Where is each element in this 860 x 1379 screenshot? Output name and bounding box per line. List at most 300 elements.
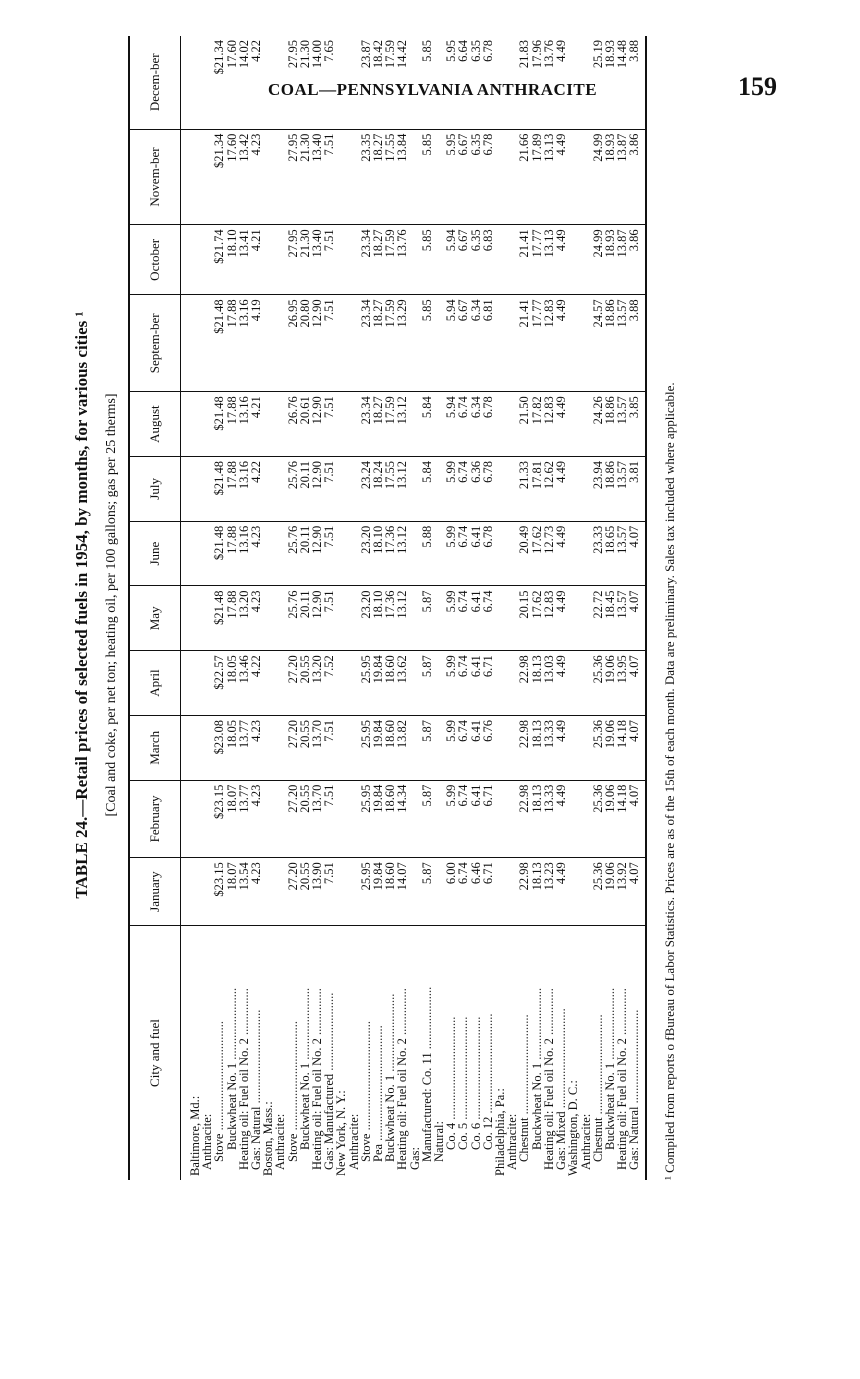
- row-label: Washington, D. C.:: [566, 1080, 581, 1176]
- cell-value: 12.90: [311, 457, 323, 522]
- cell-value: [181, 457, 202, 522]
- cell-value: 7.51: [323, 392, 335, 457]
- rotated-table-region: [72, 0, 677, 1210]
- cell-value: 4.49: [555, 521, 567, 586]
- row-label: Co. 12 ................................: [480, 1013, 495, 1150]
- cell-value: 5.99: [445, 715, 457, 780]
- cell-value: 14.18: [616, 715, 628, 780]
- cell-value: 13.84: [396, 129, 408, 225]
- cell-value: 20.15: [518, 586, 530, 651]
- cell-value: 12.62: [543, 457, 555, 522]
- cell-value: 20.11: [299, 586, 311, 651]
- cell-value: [494, 457, 506, 522]
- cell-value: 17.62: [531, 521, 543, 586]
- cell-value: 17.55: [384, 457, 396, 522]
- cell-value: 18.27: [372, 129, 384, 225]
- table-row: [348, 36, 360, 1180]
- cell-value: 21.83: [518, 36, 530, 129]
- cell-value: 6.74: [457, 651, 469, 716]
- cell-value: 17.88: [226, 295, 238, 392]
- row-label: Anthracite:: [505, 1113, 520, 1170]
- header-month: Septem-ber: [129, 295, 181, 392]
- cell-value: 22.98: [518, 858, 530, 926]
- cell-value: 6.67: [457, 225, 469, 295]
- row-label: Heating oil: Fuel oil No. 2 ...............: [395, 988, 410, 1170]
- cell-value: [348, 715, 360, 780]
- fuel-price-table: [128, 36, 647, 1180]
- cell-value: 5.85: [421, 36, 433, 129]
- cell-value: [567, 521, 579, 586]
- cell-value: [262, 129, 274, 225]
- cell-value: [567, 295, 579, 392]
- cell-value: 18.93: [604, 36, 616, 129]
- cell-value: 6.78: [482, 129, 494, 225]
- cell-value: 4.49: [555, 586, 567, 651]
- cell-value: 6.35: [470, 36, 482, 129]
- cell-value: 7.51: [323, 295, 335, 392]
- cell-value: 19.06: [604, 858, 616, 926]
- cell-value: [181, 651, 202, 716]
- cell-value: 6.36: [470, 457, 482, 522]
- running-head-title: COAL—PENNSYLVANIA ANTHRACITE: [268, 80, 598, 99]
- cell-value: 18.10: [372, 586, 384, 651]
- cell-value: 13.95: [616, 651, 628, 716]
- cell-value: 12.90: [311, 392, 323, 457]
- cell-value: 14.07: [396, 858, 408, 926]
- cell-value: 27.20: [287, 780, 299, 858]
- cell-value: 5.87: [421, 586, 433, 651]
- table-row: [323, 36, 335, 1180]
- row-label: Heating oil: Fuel oil No. 2 ...............: [310, 988, 325, 1170]
- table-row: [250, 36, 262, 1180]
- row-label: Baltimore, Md.:: [188, 1095, 202, 1176]
- cell-value: [181, 392, 202, 457]
- cell-value: 24.99: [592, 225, 604, 295]
- header-month: April: [129, 651, 181, 716]
- cell-value: [181, 129, 202, 225]
- cell-value: 13.33: [543, 780, 555, 858]
- row-label: Heating oil: Fuel oil No. 2 ...............: [236, 988, 251, 1170]
- row-label: Heating oil: Fuel oil No. 2 ...............: [541, 988, 556, 1170]
- cell-value: 5.99: [445, 651, 457, 716]
- cell-value: 6.67: [457, 295, 469, 392]
- cell-value: 19.84: [372, 858, 384, 926]
- cell-value: 13.12: [396, 457, 408, 522]
- cell-value: [567, 780, 579, 858]
- cell-value: [348, 457, 360, 522]
- cell-value: 4.19: [250, 295, 262, 392]
- cell-value: 4.07: [628, 651, 645, 716]
- cell-value: 13.20: [238, 586, 250, 651]
- cell-value: [580, 780, 592, 858]
- cell-value: 17.88: [226, 586, 238, 651]
- cell-value: [181, 780, 202, 858]
- cell-value: [335, 129, 347, 225]
- cell-value: 6.81: [482, 295, 494, 392]
- cell-value: 13.41: [238, 225, 250, 295]
- cell-value: 6.78: [482, 392, 494, 457]
- cell-value: 6.71: [482, 858, 494, 926]
- row-label: Anthracite:: [578, 1113, 593, 1170]
- cell-value: 14.00: [311, 36, 323, 129]
- cell-value: 4.49: [555, 457, 567, 522]
- cell-value: 13.03: [543, 651, 555, 716]
- cell-value: 4.49: [555, 858, 567, 926]
- cell-value: 13.16: [238, 392, 250, 457]
- cell-value: 22.98: [518, 715, 530, 780]
- cell-value: [335, 295, 347, 392]
- cell-value: 23.94: [592, 457, 604, 522]
- cell-value: 5.94: [445, 225, 457, 295]
- cell-value: $22.57: [213, 651, 225, 716]
- cell-value: 14.18: [616, 780, 628, 858]
- cell-value: 19.84: [372, 715, 384, 780]
- cell-value: 17.60: [226, 129, 238, 225]
- cell-value: [274, 457, 286, 522]
- cell-value: $23.15: [213, 780, 225, 858]
- cell-value: 13.16: [238, 521, 250, 586]
- cell-value: 23.35: [360, 129, 372, 225]
- cell-value: 13.57: [616, 586, 628, 651]
- cell-value: [494, 36, 506, 129]
- cell-value: [580, 225, 592, 295]
- cell-value: 20.11: [299, 457, 311, 522]
- cell-value: 27.95: [287, 225, 299, 295]
- cell-value: 27.20: [287, 651, 299, 716]
- table-row: [274, 36, 286, 1180]
- cell-value: 4.49: [555, 651, 567, 716]
- cell-value: 24.57: [592, 295, 604, 392]
- cell-value: 6.41: [470, 586, 482, 651]
- cell-value: 14.02: [238, 36, 250, 129]
- cell-value: 5.99: [445, 586, 457, 651]
- cell-value: [181, 225, 202, 295]
- cell-value: 13.82: [396, 715, 408, 780]
- cell-value: 17.36: [384, 521, 396, 586]
- cell-value: 18.07: [226, 780, 238, 858]
- cell-value: 13.90: [311, 858, 323, 926]
- cell-value: 12.90: [311, 295, 323, 392]
- cell-value: 6.41: [470, 715, 482, 780]
- cell-value: 4.21: [250, 225, 262, 295]
- cell-value: [262, 392, 274, 457]
- cell-value: [348, 858, 360, 926]
- cell-value: [567, 457, 579, 522]
- cell-value: 25.95: [360, 780, 372, 858]
- table-row: [567, 36, 579, 1180]
- cell-value: [494, 780, 506, 858]
- header-city-and-fuel: City and fuel: [129, 926, 181, 1181]
- cell-value: 21.30: [299, 225, 311, 295]
- cell-value: $21.48: [213, 586, 225, 651]
- cell-value: [274, 392, 286, 457]
- cell-value: 18.86: [604, 392, 616, 457]
- table-row: [262, 36, 274, 1180]
- cell-value: [335, 586, 347, 651]
- cell-value: 13.12: [396, 392, 408, 457]
- cell-value: 19.84: [372, 651, 384, 716]
- cell-value: [274, 225, 286, 295]
- cell-value: [274, 521, 286, 586]
- cell-value: 27.95: [287, 129, 299, 225]
- row-label: Gas: Manufactured .........................: [322, 992, 337, 1170]
- cell-value: 5.95: [445, 129, 457, 225]
- row-label: Philadelphia, Pa.:: [493, 1088, 508, 1176]
- cell-value: 13.40: [311, 129, 323, 225]
- row-label: Buckwheat No. 1 .......................: [224, 987, 239, 1150]
- cell-value: 3.81: [628, 457, 645, 522]
- cell-value: 25.95: [360, 651, 372, 716]
- cell-value: 13.16: [238, 457, 250, 522]
- cell-value: 18.07: [226, 858, 238, 926]
- cell-value: 14.34: [396, 780, 408, 858]
- cell-value: 4.23: [250, 586, 262, 651]
- cell-value: 19.06: [604, 780, 616, 858]
- cell-value: 17.59: [384, 392, 396, 457]
- cell-value: 20.61: [299, 392, 311, 457]
- row-label: Gas:: [407, 1147, 422, 1170]
- cell-value: 18.27: [372, 295, 384, 392]
- cell-value: 17.88: [226, 457, 238, 522]
- cell-value: [348, 225, 360, 295]
- cell-value: 13.12: [396, 521, 408, 586]
- cell-value: 6.78: [482, 521, 494, 586]
- cell-value: 17.96: [531, 36, 543, 129]
- cell-value: [262, 586, 274, 651]
- cell-value: 25.76: [287, 586, 299, 651]
- cell-value: [348, 521, 360, 586]
- cell-value: 18.86: [604, 457, 616, 522]
- cell-value: [567, 129, 579, 225]
- cell-value: 7.51: [323, 457, 335, 522]
- cell-value: [262, 780, 274, 858]
- table-row: [628, 36, 645, 1180]
- cell-value: [348, 129, 360, 225]
- cell-value: 5.87: [421, 858, 433, 926]
- cell-value: 4.23: [250, 715, 262, 780]
- cell-value: 6.46: [470, 858, 482, 926]
- cell-value: [181, 858, 202, 926]
- cell-value: [348, 392, 360, 457]
- cell-value: 17.59: [384, 36, 396, 129]
- cell-value: [567, 586, 579, 651]
- cell-value: 7.51: [323, 858, 335, 926]
- row-label: Boston, Mass.:: [261, 1101, 276, 1176]
- table-row: [335, 36, 347, 1180]
- row-label: Anthracite:: [346, 1113, 361, 1170]
- cell-value: [580, 36, 592, 129]
- cell-value: 21.41: [518, 225, 530, 295]
- cell-value: 5.85: [421, 295, 433, 392]
- cell-value: 5.99: [445, 521, 457, 586]
- cell-value: 20.55: [299, 780, 311, 858]
- cell-value: 17.89: [531, 129, 543, 225]
- row-label: Pea .....................................: [371, 1025, 386, 1162]
- cell-value: [494, 715, 506, 780]
- cell-value: $21.48: [213, 295, 225, 392]
- cell-value: [580, 586, 592, 651]
- header-month: August: [129, 392, 181, 457]
- cell-value: 13.12: [396, 586, 408, 651]
- cell-value: 17.88: [226, 392, 238, 457]
- cell-value: $21.48: [213, 457, 225, 522]
- cell-value: 18.13: [531, 780, 543, 858]
- cell-value: 6.83: [482, 225, 494, 295]
- cell-value: 4.07: [628, 858, 645, 926]
- cell-value: [262, 36, 274, 129]
- cell-value: 13.62: [396, 651, 408, 716]
- cell-value: 21.50: [518, 392, 530, 457]
- cell-value: 7.65: [323, 36, 335, 129]
- cell-value: 23.34: [360, 295, 372, 392]
- table-row: [421, 36, 433, 1180]
- cell-value: 17.59: [384, 225, 396, 295]
- cell-value: 6.67: [457, 129, 469, 225]
- cell-value: [335, 457, 347, 522]
- cell-value: 25.95: [360, 715, 372, 780]
- cell-value: 4.07: [628, 715, 645, 780]
- cell-value: [181, 586, 202, 651]
- cell-value: 5.84: [421, 392, 433, 457]
- cell-value: 14.48: [616, 36, 628, 129]
- cell-value: 5.99: [445, 457, 457, 522]
- table-row: [396, 36, 408, 1180]
- cell-value: [262, 457, 274, 522]
- cell-value: 12.90: [311, 521, 323, 586]
- cell-value: 21.33: [518, 457, 530, 522]
- row-label: Buckwheat No. 1 .......................: [602, 987, 617, 1150]
- cell-value: 3.88: [628, 295, 645, 392]
- cell-value: 5.85: [421, 225, 433, 295]
- cell-value: 26.95: [287, 295, 299, 392]
- cell-value: 18.10: [372, 521, 384, 586]
- cell-value: 22.72: [592, 586, 604, 651]
- cell-value: [567, 715, 579, 780]
- cell-value: 4.49: [555, 36, 567, 129]
- row-label: Chestnut ................................: [590, 1014, 605, 1162]
- cell-value: 13.23: [543, 858, 555, 926]
- cell-value: 18.60: [384, 651, 396, 716]
- cell-value: 4.07: [628, 521, 645, 586]
- cell-value: 18.42: [372, 36, 384, 129]
- cell-value: 18.86: [604, 295, 616, 392]
- cell-value: [494, 129, 506, 225]
- cell-value: 18.05: [226, 715, 238, 780]
- cell-value: [274, 651, 286, 716]
- cell-value: 22.98: [518, 780, 530, 858]
- cell-value: 17.82: [531, 392, 543, 457]
- cell-value: 18.60: [384, 858, 396, 926]
- cell-value: 23.20: [360, 521, 372, 586]
- cell-value: 25.95: [360, 858, 372, 926]
- header-month: Novem-ber: [129, 129, 181, 225]
- cell-value: 7.51: [323, 586, 335, 651]
- cell-value: [274, 858, 286, 926]
- cell-value: 4.23: [250, 858, 262, 926]
- cell-value: [348, 295, 360, 392]
- row-label: Heating oil: Fuel oil No. 2 ...............: [615, 988, 630, 1170]
- row-label: Chestnut ................................: [517, 1014, 532, 1162]
- header-month: January: [129, 858, 181, 926]
- row-label: Stove ...................................: [212, 1021, 227, 1162]
- cell-value: 4.23: [250, 521, 262, 586]
- cell-value: 13.77: [238, 780, 250, 858]
- cell-value: 5.99: [445, 780, 457, 858]
- cell-value: 26.76: [287, 392, 299, 457]
- cell-value: 17.55: [384, 129, 396, 225]
- row-label: Co. 4 .................................: [444, 1016, 459, 1150]
- cell-value: [181, 521, 202, 586]
- cell-value: $23.15: [213, 858, 225, 926]
- cell-value: [494, 225, 506, 295]
- cell-value: 13.16: [238, 295, 250, 392]
- cell-value: 18.93: [604, 225, 616, 295]
- cell-value: 13.13: [543, 129, 555, 225]
- cell-value: 4.49: [555, 715, 567, 780]
- cell-value: 13.77: [238, 715, 250, 780]
- cell-value: [494, 651, 506, 716]
- cell-value: 25.76: [287, 521, 299, 586]
- cell-value: 7.51: [323, 225, 335, 295]
- cell-value: 21.30: [299, 36, 311, 129]
- cell-value: 6.74: [457, 780, 469, 858]
- cell-value: 13.57: [616, 295, 628, 392]
- cell-value: 5.95: [445, 36, 457, 129]
- cell-value: 20.55: [299, 858, 311, 926]
- row-label: Gas: Mixed ................................: [554, 1008, 569, 1170]
- cell-value: 24.26: [592, 392, 604, 457]
- cell-value: 6.76: [482, 715, 494, 780]
- cell-value: 6.71: [482, 651, 494, 716]
- cell-value: 23.24: [360, 457, 372, 522]
- cell-value: [494, 295, 506, 392]
- cell-value: [181, 36, 202, 129]
- cell-value: 13.33: [543, 715, 555, 780]
- cell-value: [580, 457, 592, 522]
- cell-value: 6.41: [470, 521, 482, 586]
- cell-value: 12.83: [543, 295, 555, 392]
- cell-value: 4.49: [555, 129, 567, 225]
- cell-value: 4.07: [628, 586, 645, 651]
- cell-value: 23.20: [360, 586, 372, 651]
- cell-value: [274, 36, 286, 129]
- cell-value: 18.60: [384, 780, 396, 858]
- cell-value: [262, 715, 274, 780]
- cell-value: 17.88: [226, 521, 238, 586]
- cell-value: 12.90: [311, 586, 323, 651]
- cell-value: 19.06: [604, 715, 616, 780]
- cell-value: [580, 858, 592, 926]
- cell-value: 6.78: [482, 36, 494, 129]
- cell-value: [274, 586, 286, 651]
- cell-value: [262, 858, 274, 926]
- cell-value: 25.76: [287, 457, 299, 522]
- cell-value: 17.62: [531, 586, 543, 651]
- cell-value: 4.49: [555, 780, 567, 858]
- cell-value: 20.11: [299, 521, 311, 586]
- cell-value: 6.74: [457, 858, 469, 926]
- cell-value: 6.35: [470, 129, 482, 225]
- table-row: [482, 36, 494, 1180]
- cell-value: [335, 36, 347, 129]
- cell-value: $21.48: [213, 392, 225, 457]
- cell-value: 6.74: [457, 586, 469, 651]
- cell-value: 13.87: [616, 225, 628, 295]
- cell-value: 7.51: [323, 780, 335, 858]
- cell-value: 20.55: [299, 651, 311, 716]
- cell-value: 13.57: [616, 457, 628, 522]
- cell-value: 12.83: [543, 392, 555, 457]
